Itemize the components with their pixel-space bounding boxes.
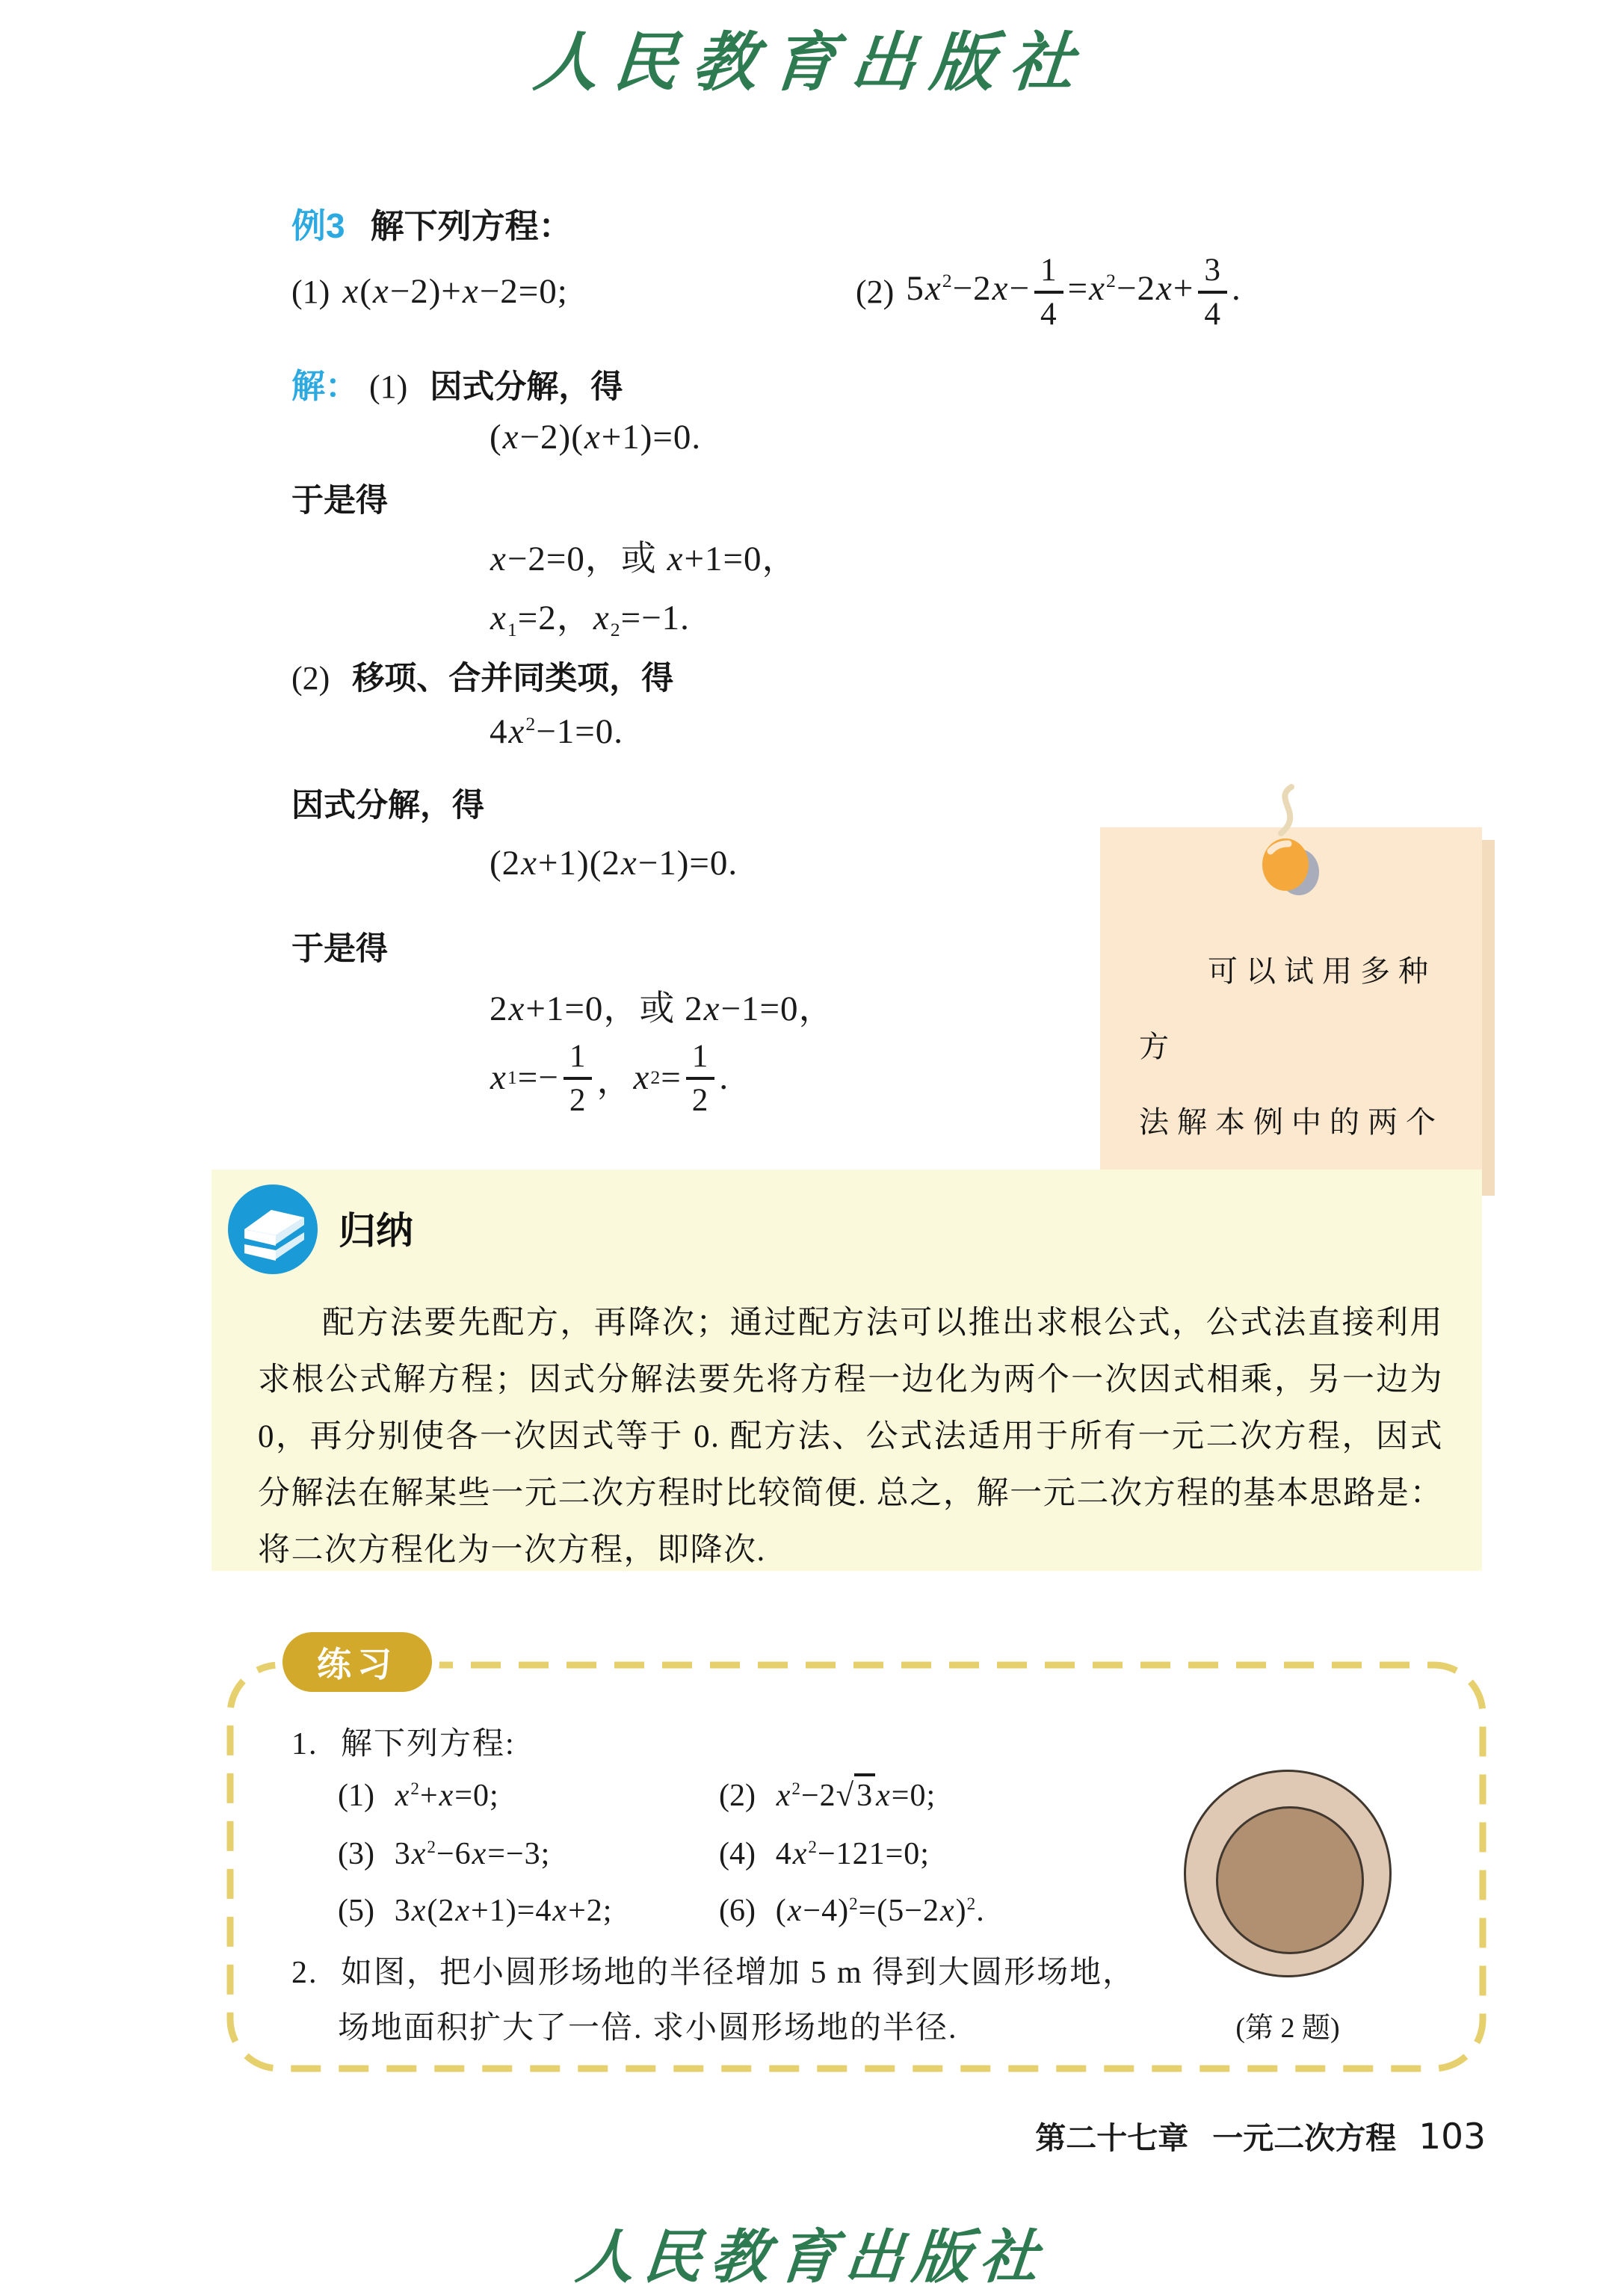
equation-2-body: $5x^2-2x-$ $\frac{1}{4}$ $=x^2-2x+$ $\frac{3}{4}$ . [906,251,1241,332]
part1-split-equation: x−2=0，或 x+1=0， [490,540,798,578]
footer-book-title: 一元二次方程 [1212,2121,1397,2155]
part2-factored-equation: (2x+1)(2x−1)=0. [490,844,738,883]
part1-head-text: 因式分解，得 [430,369,623,405]
part1-roots: $x_1=2$，$x_2=-1$. [490,599,690,641]
practice-item-3: (3) $3x^2-6x=-3$; [338,1837,551,1871]
practice-q2-line1 [291,1947,1135,1992]
practice-q2-text1: 如图，把小圆形场地的半径增加 5 m 得到大圆形场地， [341,1956,1136,1990]
figure-outer-circle [1184,1770,1392,1977]
practice-q2-number: 2. [291,1956,318,1990]
page-footer [0,2113,1486,2157]
example-equation-1 [291,235,568,348]
practice-item-4: (4) $4x^2-121=0$; [719,1837,930,1871]
figure-inner-circle [1216,1806,1364,1954]
example-prompt: 解下列方程： [370,207,572,245]
footer-chapter: 第二十七章 [1035,2121,1189,2155]
equation-2-number: (2) [856,273,895,310]
practice-item-2: (2) $x^2-2√3x=0$; [719,1777,936,1814]
part2-then-label: 于是得 [291,931,388,967]
part1-number: (1) [369,368,408,405]
summary-text: 配方法要先配方，再降次；通过配方法可以推出求根公式，公式法直接利用求根公式解方程；因式分解法要先将方程一边化为两个一次因式相乘，另一边为 0，再分别使各一次因式等于 0. 配方法、公式法适用于所有一元二次方程，因式分解法在解某些一元二次方程时比较简便. 总之，解一元二次方程的基本思路是：将二次方程化为一次方程，即降次. [258,1306,1443,1568]
footer-page-number: 103 [1418,2116,1486,2157]
practice-item-6: (6) $(x-4)^2=(5-2x)^2$. [719,1894,985,1928]
part2-head-text: 移项、合并同类项，得 [352,661,674,696]
practice-q1-prompt: 解下列方程: [341,1727,516,1761]
equation-1-number: (1) [291,273,330,310]
solution-label: 解： [291,367,359,405]
practice-item-1: (1) $x^2+x=0$; [338,1779,499,1813]
example-label: 例3 [291,206,345,245]
equation-1-body: x(x−2)+x−2=0; [342,272,568,311]
practice-badge: 练习 [282,1632,432,1692]
practice-q1-number: 1. [291,1727,318,1761]
margin-note [1100,827,1482,1183]
practice-q2-line2: 场地面积扩大了一倍. 求小圆形场地的半径. [338,2011,958,2045]
example-equation-2 [856,235,1241,348]
part2-factor-label: 因式分解，得 [291,788,484,824]
solution-part1-head [291,359,623,407]
solution-part2-head [291,653,673,699]
note-line: 法解本例中的两个 [1139,1105,1444,1139]
practice-q1-head [291,1719,516,1764]
part2-split-equation: 2x+1=0，或 2x−1=0， [490,989,835,1028]
pin-icon [1242,781,1336,912]
part2-roots: x 1 =− $\frac{1}{2}$ ， x 2 = $\frac{1}{2}$ . [490,1037,729,1118]
practice-item-5: (5) 3x(2x+1)=4x+2; [338,1894,613,1928]
publisher-logo-bottom: 人民教育出版社 [572,2223,1050,2291]
part1-then-label: 于是得 [291,483,388,519]
book-icon [226,1183,319,1276]
figure-caption: (第 2 题) [1235,2013,1340,2044]
note-line: 可以试用多种方 [1139,954,1436,1063]
part1-factored-equation: (x−2)(x+1)=0. [490,418,702,457]
part2-moved-equation: $4x^2-1=0$. [490,712,624,751]
summary-title: 归纳 [339,1210,413,1252]
summary-box [212,1170,1482,1571]
part2-number: (2) [291,660,330,696]
publisher-logo-top: 人民教育出版社 [531,25,1093,100]
